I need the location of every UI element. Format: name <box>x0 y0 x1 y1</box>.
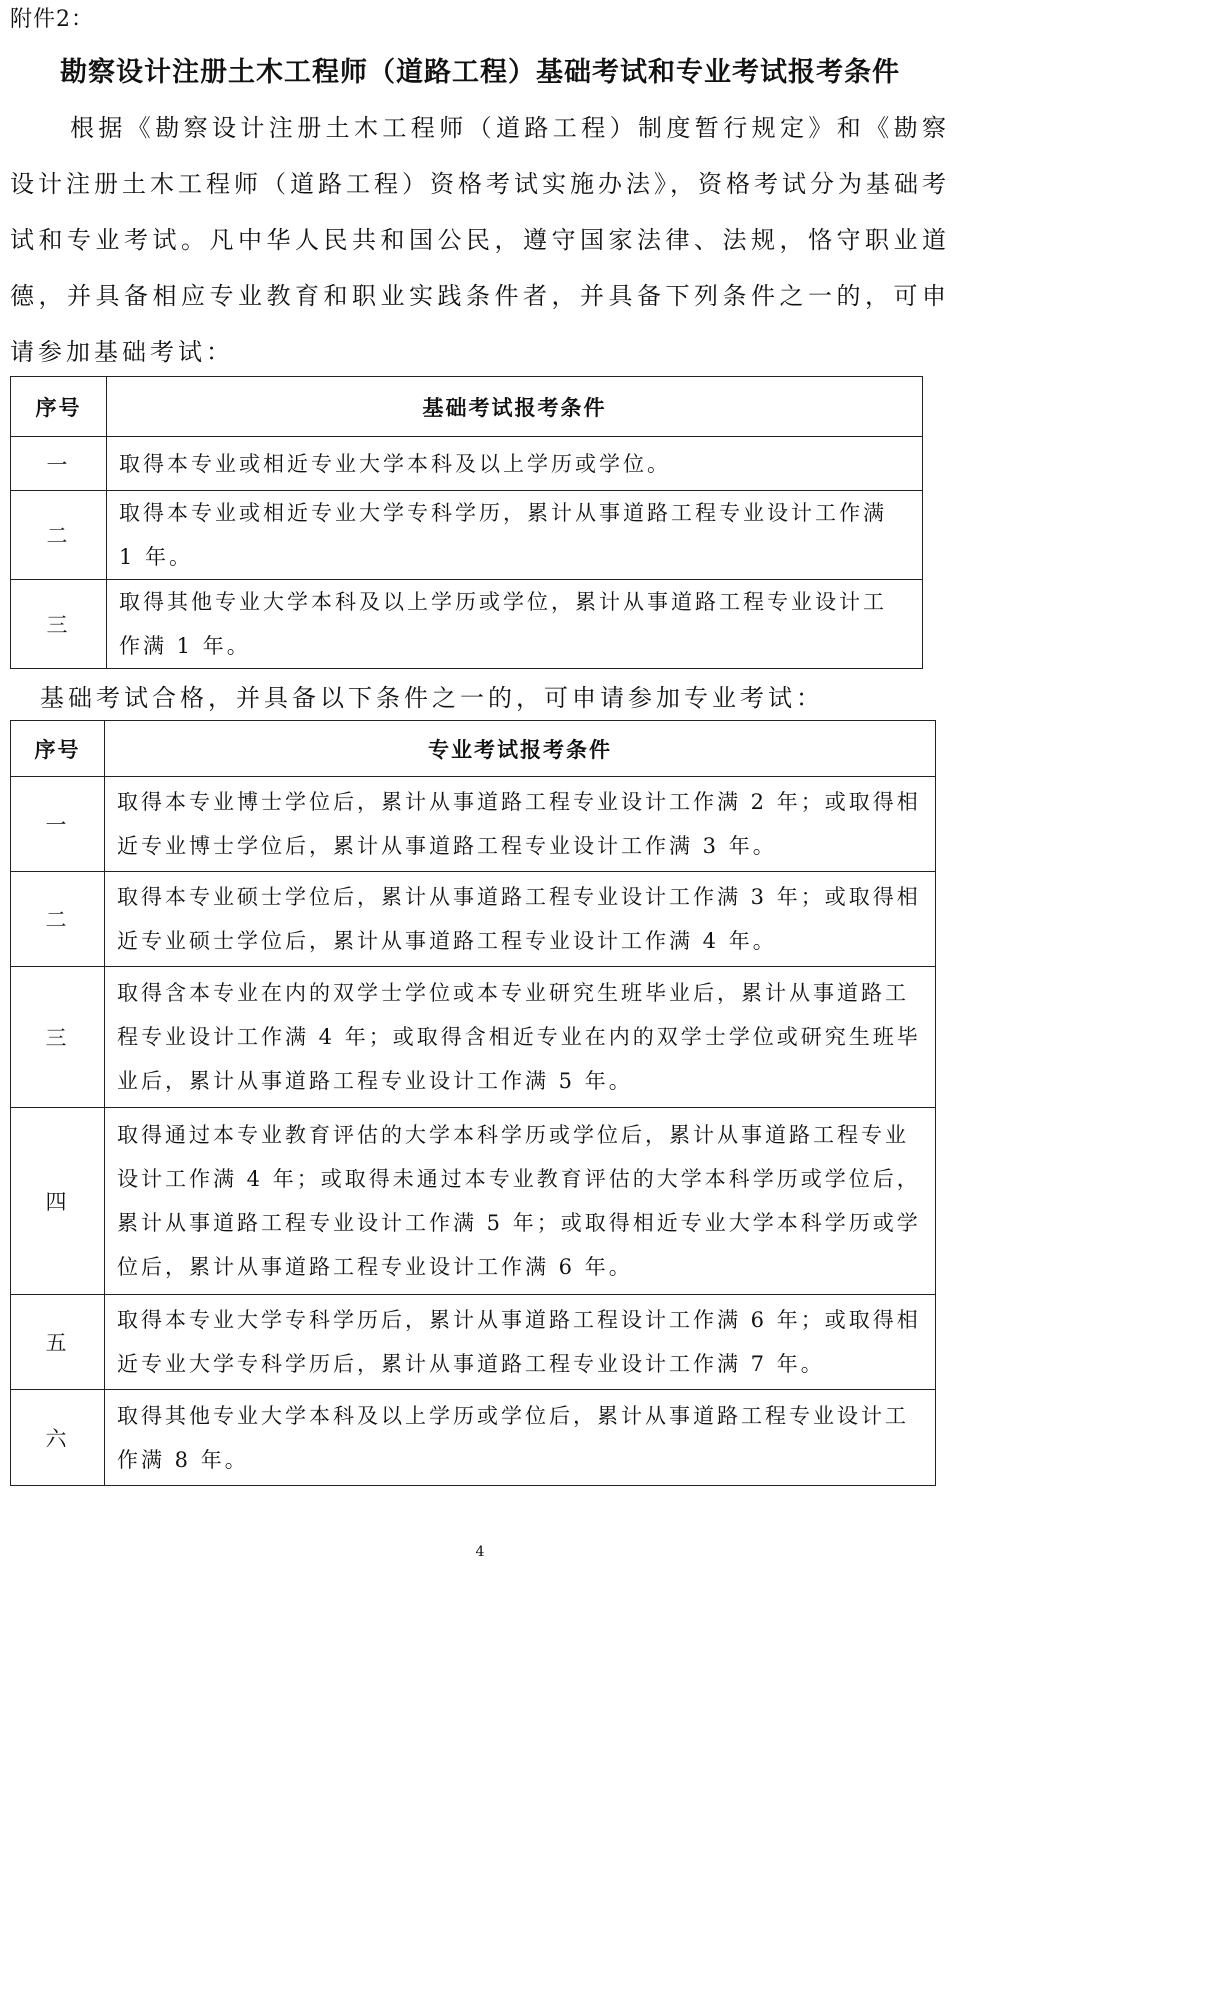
table-header-row <box>11 377 923 437</box>
row-condition-text: 取得含本专业在内的双学士学位或本专业研究生班毕业后，累计从事道路工程专业设计工作满 4 年；或取得含相近专业在内的双学士学位或研究生班毕业后，累计从事道路工程专业设计工作满 5 年。 <box>105 967 936 1108</box>
row-number: 二 <box>11 872 105 967</box>
row-number: 六 <box>11 1390 105 1486</box>
table-row <box>11 437 923 491</box>
row-number: 五 <box>11 1295 105 1390</box>
professional-exam-intro: 基础考试合格，并具备以下条件之一的，可申请参加专业考试： <box>40 684 824 712</box>
row-number: 二 <box>11 491 107 580</box>
row-condition-text: 取得通过本专业教育评估的大学本科学历或学位后，累计从事道路工程专业设计工作满 4 年；或取得未通过本专业教育评估的大学本科学历或学位后，累计从事道路工程专业设计工作满 5 年；或取得相近专业大学本科学历或学位后，累计从事道路工程专业设计工作满 6 年。 <box>105 1108 936 1295</box>
table-row <box>11 777 936 872</box>
row-number: 三 <box>11 967 105 1108</box>
header-serial-number: 序号 <box>11 721 105 777</box>
page-number: 4 <box>475 1544 485 1560</box>
intro-paragraph: 根据《勘察设计注册土木工程师（道路工程）制度暂行规定》和《勘察设计注册土木工程师（道路工程）资格考试实施办法》，资格考试分为基础考试和专业考试。凡中华人民共和国公民，遵守国家法律、法规，恪守职业道德，并具备相应专业教育和职业实践条件者，并具备下列条件之一的，可申请参加基础考试： <box>10 114 950 366</box>
document-title: 勘察设计注册土木工程师（道路工程）基础考试和专业考试报考条件 <box>60 57 900 88</box>
header-serial-number: 序号 <box>11 377 107 437</box>
table-row <box>11 1295 936 1390</box>
attachment-label: 附件2： <box>10 7 94 32</box>
row-condition-text: 取得其他专业大学本科及以上学历或学位，累计从事道路工程专业设计工作满 1 年。 <box>107 580 923 669</box>
row-number: 一 <box>11 777 105 872</box>
row-condition-text: 取得本专业大学专科学历后，累计从事道路工程设计工作满 6 年；或取得相近专业大学专科学历后，累计从事道路工程专业设计工作满 7 年。 <box>105 1295 936 1390</box>
table-row <box>11 491 923 580</box>
table-row <box>11 580 923 669</box>
row-condition-text: 取得本专业或相近专业大学本科及以上学历或学位。 <box>107 437 923 491</box>
header-conditions: 专业考试报考条件 <box>105 721 936 777</box>
header-conditions: 基础考试报考条件 <box>107 377 923 437</box>
row-condition-text: 取得其他专业大学本科及以上学历或学位后，累计从事道路工程专业设计工作满 8 年。 <box>105 1390 936 1486</box>
row-number: 一 <box>11 437 107 491</box>
professional-exam-conditions-table <box>10 720 936 1486</box>
row-number: 四 <box>11 1108 105 1295</box>
table-row <box>11 1108 936 1295</box>
table-row <box>11 1390 936 1486</box>
table-row <box>11 872 936 967</box>
row-number: 三 <box>11 580 107 669</box>
basic-exam-conditions-table <box>10 376 923 669</box>
table-row <box>11 967 936 1108</box>
row-condition-text: 取得本专业硕士学位后，累计从事道路工程专业设计工作满 3 年；或取得相近专业硕士学位后，累计从事道路工程专业设计工作满 4 年。 <box>105 872 936 967</box>
row-condition-text: 取得本专业博士学位后，累计从事道路工程专业设计工作满 2 年；或取得相近专业博士学位后，累计从事道路工程专业设计工作满 3 年。 <box>105 777 936 872</box>
table-header-row <box>11 721 936 777</box>
row-condition-text: 取得本专业或相近专业大学专科学历，累计从事道路工程专业设计工作满 1 年。 <box>107 491 923 580</box>
